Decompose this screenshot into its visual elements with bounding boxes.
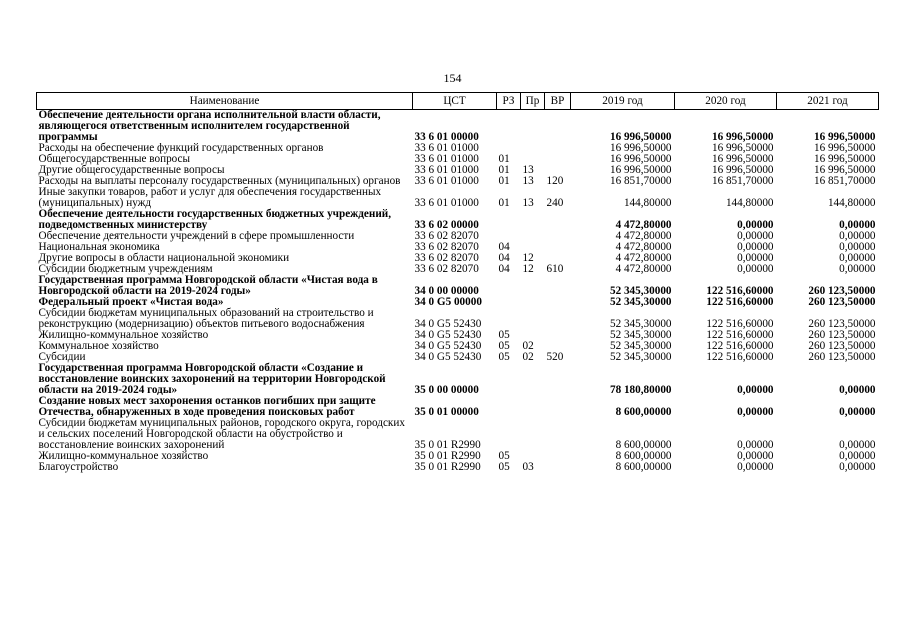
row-value-2019: 4 472,80000: [615, 264, 672, 275]
row-vr: [545, 110, 571, 144]
row-value-2021: 0,00000: [839, 462, 876, 473]
row-value-2021: 260 123,50000: [808, 297, 876, 308]
row-pr: [521, 330, 545, 341]
row-value-2021: 16 996,50000: [813, 131, 876, 143]
table-row: [37, 275, 879, 297]
row-vr: [545, 242, 571, 253]
row-value-2020: 0,00000: [737, 231, 774, 242]
row-value-2019: 52 345,30000: [609, 297, 672, 308]
row-rz: 05: [498, 341, 510, 352]
row-name: Обеспечение деятельности государственных бюджетных учреждений, подведомственных министерству: [38, 208, 392, 231]
row-cst: 35 0 01 R2990: [414, 451, 481, 462]
row-vr: [545, 231, 571, 242]
row-cst: 33 6 02 82070: [414, 264, 479, 275]
row-value-2021: 16 996,50000: [813, 165, 876, 176]
row-pr: 12: [522, 264, 534, 275]
row-vr: 240: [546, 197, 564, 209]
row-value-2020: 16 996,50000: [711, 165, 774, 176]
row-rz: 05: [498, 330, 510, 341]
row-name: Обеспечение деятельности органа исполнительной власти области, являющегося ответственным исполнителем государственной программы: [38, 109, 381, 143]
row-rz: [497, 396, 521, 418]
row-value-2020: 122 516,60000: [706, 318, 774, 330]
row-value-2020: 16 996,50000: [711, 131, 774, 143]
row-value-2019: 144,80000: [623, 197, 672, 209]
row-value-2020: 16 996,50000: [711, 154, 774, 165]
row-value-2021: 260 123,50000: [808, 352, 876, 363]
header-2020: 2020 год: [675, 93, 777, 110]
row-value-2021: 260 123,50000: [808, 318, 876, 330]
table-row: [37, 341, 879, 352]
row-value-2020: 122 516,60000: [706, 330, 774, 341]
row-rz: 05: [498, 451, 510, 462]
header-cst: ЦСТ: [413, 93, 497, 110]
row-vr: [545, 396, 571, 418]
budget-table: [36, 92, 879, 473]
row-cst: 33 6 02 82070: [414, 231, 479, 242]
row-pr: [521, 418, 545, 451]
row-name: Субсидии: [38, 351, 86, 363]
row-name: Государственная программа Новгородской области «Создание и восстановление воинских захоронений на территории Новгородской области на 2019-2024 годы»: [38, 362, 386, 396]
row-cst: 33 6 02 00000: [414, 219, 479, 231]
table-body: [37, 110, 879, 474]
row-name: Иные закупки товаров, работ и услуг для обеспечения государственных (муниципальных) нужд: [38, 186, 382, 209]
table-row: [37, 451, 879, 462]
row-value-2019: 4 472,80000: [615, 219, 672, 231]
row-value-2021: 260 123,50000: [808, 330, 876, 341]
row-rz: [497, 231, 521, 242]
row-value-2020: 0,00000: [737, 451, 774, 462]
row-name: Жилищно-коммунальное хозяйство: [38, 450, 209, 462]
row-value-2020: 0,00000: [737, 253, 774, 264]
row-value-2019: 8 600,00000: [615, 439, 672, 451]
table-row: [37, 462, 879, 473]
row-cst: 35 0 01 00000: [414, 406, 479, 418]
row-rz: [497, 363, 521, 396]
row-value-2019: 52 345,30000: [609, 285, 672, 297]
header-2021: 2021 год: [777, 93, 879, 110]
row-pr: [521, 154, 545, 165]
row-value-2019: 78 180,80000: [609, 384, 672, 396]
row-vr: [545, 308, 571, 330]
row-value-2021: 16 996,50000: [813, 143, 876, 154]
row-value-2020: 0,00000: [737, 219, 774, 231]
table-row: [37, 231, 879, 242]
row-name: Благоустройство: [38, 461, 119, 473]
row-name: Национальная экономика: [38, 241, 160, 253]
row-cst: 34 0 G5 52430: [414, 352, 482, 363]
row-cst: 34 0 G5 00000: [414, 297, 482, 308]
row-cst: 33 6 02 82070: [414, 242, 479, 253]
row-value-2020: 122 516,60000: [706, 297, 774, 308]
row-value-2021: 0,00000: [839, 406, 876, 418]
row-pr: 12: [522, 253, 534, 264]
header-2019: 2019 год: [571, 93, 675, 110]
row-rz: [497, 297, 521, 308]
row-vr: [545, 154, 571, 165]
header-pr: Пр: [521, 93, 545, 110]
row-value-2019: 4 472,80000: [615, 253, 672, 264]
row-rz: 01: [498, 165, 510, 176]
row-value-2020: 122 516,60000: [706, 341, 774, 352]
table-row: [37, 110, 879, 144]
row-vr: [545, 275, 571, 297]
row-pr: [521, 275, 545, 297]
row-value-2021: 0,00000: [839, 219, 876, 231]
row-name: Жилищно-коммунальное хозяйство: [38, 329, 209, 341]
row-value-2019: 52 345,30000: [609, 318, 672, 330]
row-pr: [521, 297, 545, 308]
table-row: [37, 209, 879, 231]
row-value-2020: 0,00000: [737, 462, 774, 473]
table-header-row: [37, 93, 879, 110]
row-name: Обеспечение деятельности учреждений в сфере промышленности: [38, 230, 355, 242]
row-value-2019: 8 600,00000: [615, 406, 672, 418]
table-row: [37, 187, 879, 209]
row-cst: 33 6 02 82070: [414, 253, 479, 264]
row-name: Субсидии бюджетным учреждениям: [38, 263, 213, 275]
row-vr: [545, 165, 571, 176]
row-value-2021: 0,00000: [839, 384, 876, 396]
row-name: Государственная программа Новгородской области «Чистая вода в Новгородской области на 2019-2024 годы»: [38, 274, 378, 297]
row-value-2021: 0,00000: [839, 242, 876, 253]
row-value-2020: 0,00000: [737, 406, 774, 418]
row-name: Другие вопросы в области национальной экономики: [38, 252, 290, 264]
row-value-2021: 0,00000: [839, 253, 876, 264]
row-name: Расходы на обеспечение функций государственных органов: [38, 142, 324, 154]
row-value-2021: 0,00000: [839, 439, 876, 451]
row-value-2020: 0,00000: [737, 242, 774, 253]
row-rz: 05: [498, 352, 510, 363]
row-name: Субсидии бюджетам муниципальных районов, городского округа, городских и сельских поселений Новгородской области на обустройство и восстановление воинских захоронений: [38, 417, 405, 451]
row-pr: [521, 110, 545, 144]
row-value-2019: 52 345,30000: [609, 341, 672, 352]
table-row: [37, 363, 879, 396]
row-pr: [521, 242, 545, 253]
row-value-2021: 0,00000: [839, 451, 876, 462]
row-rz: 01: [498, 154, 510, 165]
row-pr: [521, 451, 545, 462]
row-vr: [545, 462, 571, 473]
row-pr: 03: [522, 462, 534, 473]
row-value-2021: 260 123,50000: [808, 285, 876, 297]
row-value-2019: 16 851,70000: [609, 176, 672, 187]
row-value-2021: 16 851,70000: [813, 176, 876, 187]
row-pr: 02: [522, 341, 534, 352]
row-cst: 34 0 G5 52430: [414, 318, 482, 330]
row-pr: 13: [522, 165, 534, 176]
row-value-2019: 16 996,50000: [609, 131, 672, 143]
row-value-2021: 16 996,50000: [813, 154, 876, 165]
row-rz: [497, 209, 521, 231]
row-cst: 33 6 01 01000: [414, 165, 479, 176]
table-row: [37, 308, 879, 330]
row-name: Федеральный проект «Чистая вода»: [38, 296, 224, 308]
row-cst: 33 6 01 00000: [414, 131, 479, 143]
row-cst: 34 0 00 00000: [414, 285, 479, 297]
row-vr: [545, 418, 571, 451]
row-value-2020: 0,00000: [737, 384, 774, 396]
row-value-2019: 52 345,30000: [609, 330, 672, 341]
row-value-2019: 4 472,80000: [615, 231, 672, 242]
row-vr: [545, 363, 571, 396]
row-pr: [521, 308, 545, 330]
row-vr: [545, 341, 571, 352]
row-pr: [521, 396, 545, 418]
row-value-2020: 122 516,60000: [706, 352, 774, 363]
row-vr: 120: [546, 176, 564, 187]
row-value-2019: 8 600,00000: [615, 462, 672, 473]
row-name: Создание новых мест захоронения останков погибших при защите Отечества, обнаруженных в ходе проведения поисковых работ: [38, 395, 376, 418]
row-pr: [521, 363, 545, 396]
row-cst: 34 0 G5 52430: [414, 341, 482, 352]
row-value-2019: 16 996,50000: [609, 165, 672, 176]
row-name: Коммунальное хозяйство: [38, 340, 159, 352]
row-cst: 33 6 01 01000: [414, 154, 479, 165]
row-pr: 13: [522, 197, 534, 209]
row-pr: 13: [522, 176, 534, 187]
row-rz: [497, 308, 521, 330]
row-value-2021: 0,00000: [839, 231, 876, 242]
row-vr: [545, 143, 571, 154]
row-vr: [545, 330, 571, 341]
row-value-2020: 0,00000: [737, 264, 774, 275]
row-value-2020: 0,00000: [737, 439, 774, 451]
row-value-2021: 0,00000: [839, 264, 876, 275]
row-rz: 05: [498, 462, 510, 473]
row-value-2021: 144,80000: [827, 197, 876, 209]
row-value-2020: 122 516,60000: [706, 285, 774, 297]
row-name: Другие общегосударственные вопросы: [38, 164, 225, 176]
row-pr: [521, 143, 545, 154]
row-rz: [497, 143, 521, 154]
row-rz: [497, 418, 521, 451]
row-vr: 520: [546, 352, 564, 363]
row-rz: 04: [498, 242, 510, 253]
page-number: 154: [443, 71, 462, 85]
row-cst: 34 0 G5 52430: [414, 330, 482, 341]
row-value-2019: 16 996,50000: [609, 154, 672, 165]
row-value-2021: 260 123,50000: [808, 341, 876, 352]
table-row: [37, 396, 879, 418]
row-cst: 33 6 01 01000: [414, 176, 479, 187]
row-pr: 02: [522, 352, 534, 363]
row-name: Расходы на выплаты персоналу государственных (муниципальных) органов: [38, 175, 401, 187]
header-name: Наименование: [37, 93, 413, 110]
row-value-2019: 8 600,00000: [615, 451, 672, 462]
row-vr: [545, 253, 571, 264]
row-value-2020: 144,80000: [725, 197, 774, 209]
row-rz: 01: [498, 176, 510, 187]
row-cst: 35 0 01 R2990: [414, 439, 481, 451]
row-rz: [497, 275, 521, 297]
row-rz: [497, 110, 521, 144]
row-value-2019: 4 472,80000: [615, 242, 672, 253]
row-pr: [521, 231, 545, 242]
row-vr: [545, 451, 571, 462]
row-name: Субсидии бюджетам муниципальных образований на строительство и реконструкцию (модернизацию) объектов питьевого водоснабжения: [38, 307, 374, 330]
row-vr: 610: [546, 264, 564, 275]
table-row: [37, 330, 879, 341]
row-cst: 35 0 00 00000: [414, 384, 479, 396]
row-value-2019: 16 996,50000: [609, 143, 672, 154]
row-cst: 33 6 01 01000: [414, 143, 479, 154]
row-vr: [545, 209, 571, 231]
table-row: [37, 418, 879, 451]
row-rz: 04: [498, 264, 510, 275]
row-cst: 35 0 01 R2990: [414, 462, 481, 473]
row-cst: 33 6 01 01000: [414, 197, 479, 209]
row-vr: [545, 297, 571, 308]
row-value-2019: 52 345,30000: [609, 352, 672, 363]
row-name: Общегосударственные вопросы: [38, 153, 191, 165]
header-vr: ВР: [545, 93, 571, 110]
row-rz: 04: [498, 253, 510, 264]
row-value-2020: 16 851,70000: [711, 176, 774, 187]
header-rz: РЗ: [497, 93, 521, 110]
row-pr: [521, 209, 545, 231]
row-value-2020: 16 996,50000: [711, 143, 774, 154]
row-rz: 01: [498, 197, 510, 209]
